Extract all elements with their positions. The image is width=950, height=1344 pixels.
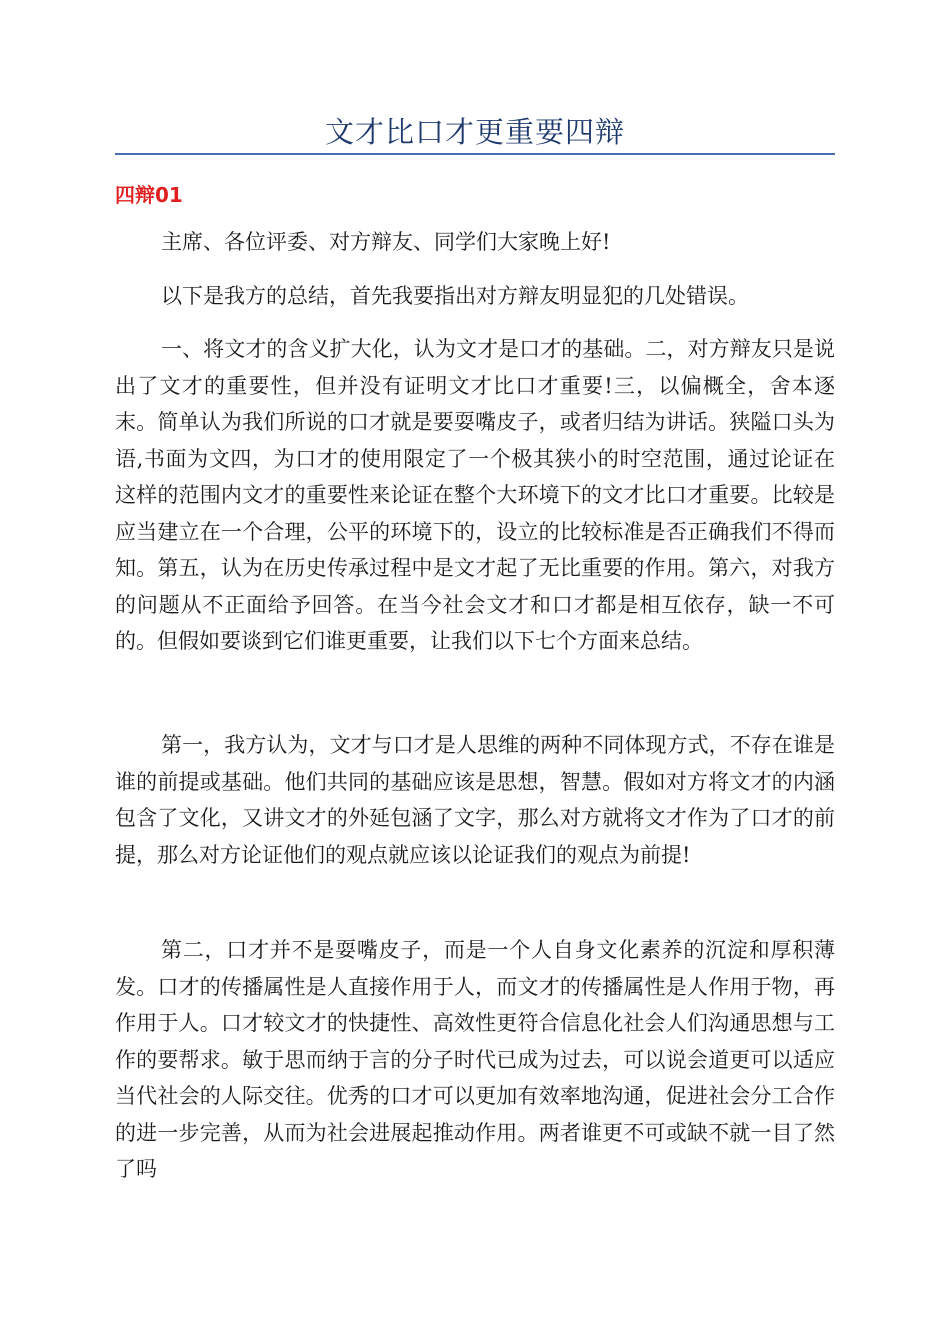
paragraph-intro: 以下是我方的总结，首先我要指出对方辩友明显犯的几处错误。 bbox=[161, 284, 749, 308]
paragraph-point-two: 第二，口才并不是耍嘴皮子，而是一个人自身文化素养的沉淀和厚积薄发。口才的传播属性是人直接作用于人，而文才的传播属性是人作用于物，再作用于人。口才较文才的快捷性、高效性更符合信息化社会人们沟通思想与工作的要帮求。敏于思而纳于言的分子时代已成为过去，可以说会道更可以适应当代社会的人际交往。优秀的口才可以更加有效率地沟通，促进社会分工合作的进一步完善，从而为社会进展起推动作用。两者谁更不可或缺不就一目了然了吗 bbox=[115, 938, 835, 1181]
title-underline bbox=[115, 153, 835, 155]
paragraph-greeting: 主席、各位评委、对方辩友、同学们大家晚上好! bbox=[161, 230, 611, 254]
paragraph-point-one: 第一，我方认为，文才与口才是人思维的两种不同体现方式，不存在谁是谁的前提或基础。他们共同的基础应该是思想，智慧。假如对方将文才的内涵包含了文化，又讲文才的外延包涵了文字，那么对方就将文才作为了口才的前提，那么对方论证他们的观点就应该以论证我们的观点为前提! bbox=[115, 733, 835, 867]
section-heading: 四辩01 bbox=[115, 183, 183, 207]
document-title: 文才比口才更重要四辩 bbox=[324, 115, 625, 149]
paragraph-rebuttal: 一、将文才的含义扩大化，认为文才是口才的基础。二，对方辩友只是说出了文才的重要性，但并没有证明文才比口才重要!三，以偏概全，舍本逐末。简单认为我们所说的口才就是要耍嘴皮子，或者归结为讲话。狭隘口头为语,书面为文四，为口才的使用限定了一个极其狭小的时空范围，通过论证在这样的范围内文才的重要性来论证在整个大环境下的文才比口才重要。比较是应当建立在一个合理，公平的环境下的，设立的比较标准是否正确我们不得而知。第五，认为在历史传承过程中是文才起了无比重要的作用。第六，对我方的问题从不正面给予回答。在当今社会文才和口才都是相互依存，缺一不可的。但假如要谈到它们谁更重要，让我们以下七个方面来总结。 bbox=[115, 337, 835, 653]
